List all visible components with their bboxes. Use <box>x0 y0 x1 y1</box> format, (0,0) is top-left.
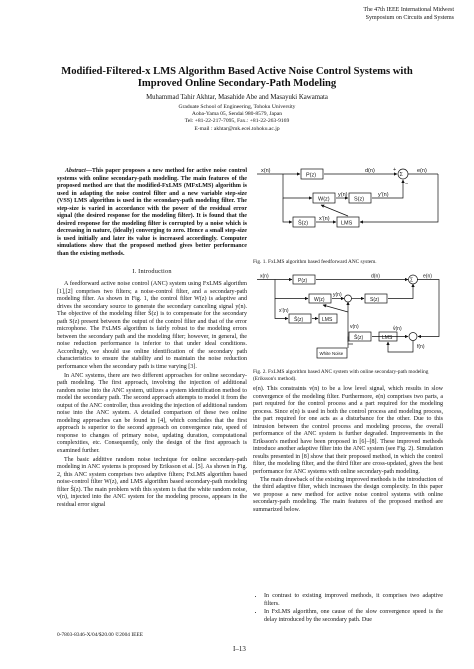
paragraph: e(n). This constraints v(n) to be a low level signal, which results in slow convergence of the modeling filter. Furthermore, e(n) comprises two parts, a part required for the control process and a part required for the modeling process. Since e(n) is used in both the control process and modeling process, the part required for one acts as a disturbance for the other. Due to this intrusion between the control process and modeling process, the overall performance of the ANC system is further degraded. Improvements in the Eriksson's method have been proposed in [6]–[8]. These improved methods introduce another adaptive filter into the ANC system (see Fig. 2). Simulation results presented in [8] show that their proposed method, in which the control filter, the modeling filter, and the third filter are cross-updated, gives the best performance for ANC systems with online secondary-path modeling. <box>253 386 443 476</box>
figure-1-caption: Fig. 1. FxLMS algorithm based feedforward ANC system. <box>253 259 377 265</box>
label-shat: Ŝ(z) <box>294 317 304 323</box>
conference-header <box>284 7 454 22</box>
label-s: S(z) <box>354 196 365 203</box>
affiliation-line-1: Graduate School of Engineering, Tohoku University <box>178 104 296 110</box>
list-item: • In FxLMS algorithm, one cause of the slow convergence speed is the delay introduced by the secondary path. Due <box>264 609 443 624</box>
author-list: Muhammad Tahir Akhtar, Masahide Abe and Masayuki Kawamata <box>146 94 328 101</box>
label-e: e(n) <box>417 168 427 174</box>
label-shat: Ŝ(z) <box>298 220 309 227</box>
summing-junction-3 <box>409 333 417 341</box>
label-xp: x'(n) <box>319 216 330 222</box>
label-sum: Σ <box>410 277 414 284</box>
label-s: S(z) <box>370 297 380 303</box>
section-heading-introduction: I. Introduction <box>132 268 172 275</box>
left-column-body <box>57 281 247 510</box>
affiliation-line-2: Aoba-Yama 05, Sendai 980-8579, Japan <box>191 111 283 118</box>
label-f: f(n) <box>417 344 425 350</box>
affiliation-line-3: Tel: +81-22-217-7095, Fax.: +81-22-263-9169 <box>184 118 290 125</box>
summing-junction-2 <box>345 295 352 302</box>
label-yp: y'(n) <box>378 192 389 198</box>
label-lms: LMS <box>322 317 333 323</box>
affiliation-line-4: E-mail : akhtar@mk.ecei.tohoku.ac.jp <box>194 125 280 132</box>
label-lms-2: LMS <box>382 335 393 341</box>
paragraph: In ANC systems, there are two different approaches for online secondary-path modeling. The first approach, involving the injection of additional random noise into the ANC system, utilizes a system identification method to model the secondary path. The second approach attempts to model it from the output of the ANC controller, thus avoiding the injection of additional random noise into the ANC system. A detailed comparison of these two online modeling approaches can be found in [4], which concludes that the first approach is superior to the second approach on convergence rate, speed of response to changes of primary noise, updating duration, computational complexities, etc. Consequently, only the design of the first approach is examined further. <box>57 372 247 455</box>
label-w: W(z) <box>314 297 325 303</box>
label-e: e(n) <box>423 273 432 280</box>
right-column-body <box>253 386 443 514</box>
abstract-text: —This paper proposes a new method for active noise control systems with online secondary-path modeling. The main features of the proposed method are that the modified-FxLMS (MFxLMS) algorithm is used in adapting the noise control filter and a new variable step-size (VSS) LMS algorithm is used in the secondary-path modeling filter. The step-size is varied in accordance with the power of the residual error signal (the desired response for the modeling filter). It is found that the desired response for the modeling filter is corrupted by a noise which is decreasing in nature, (ideally) converging to zero. Hence a small step-size is used initially and later its value is increased accordingly. Computer simulations show that the proposed method gives better performance than the existing methods. <box>57 168 247 258</box>
label-d: d(n) <box>371 273 380 280</box>
paragraph: The main drawback of the existing improved methods is the introduction of the third adaptive filter, which increases the design complexity. In this paper we propose a new method for active noise control systems with online secondary-path modeling. The main features of the proposed method are summarized below. <box>253 476 443 513</box>
list-item: • In contrast to existing improved methods, it comprises two adaptive filters. <box>264 593 443 608</box>
label-v: v(n) <box>350 324 359 330</box>
paper-title <box>50 66 424 90</box>
label-shat-2: Ŝ(z) <box>354 335 364 341</box>
label-y: y(n) <box>338 192 348 198</box>
feature-list <box>253 593 443 625</box>
conference-line-1: The 47th IEEE International Midwest <box>363 7 454 13</box>
label-p: P(z) <box>306 172 317 179</box>
copyright-footer: 0-7803-8346-X/04/$20.00 ©2004 IEEE <box>57 632 143 638</box>
label-vhat: v̂(n) <box>393 326 402 332</box>
label-x: x(n) <box>260 273 269 280</box>
figure-2-block-diagram <box>253 272 443 365</box>
title-line-2: Improved Online Secondary-Path Modeling <box>137 78 337 89</box>
figure-2-caption: Fig. 2. FxLMS algorithm based ANC system with online secondary-path modeling (Eriksson's method). <box>253 369 429 382</box>
figure-1-block-diagram <box>253 165 443 249</box>
label-sum: Σ <box>399 172 403 178</box>
label-d: d(n) <box>365 168 375 174</box>
abstract-lead: Abstract <box>65 168 86 174</box>
label-minus: − <box>405 181 409 187</box>
page-number: I–13 <box>233 645 246 653</box>
paragraph: The basic additive random noise technique for online secondary-path modeling in ANC systems is proposed by Eriksson et al. [5]. As shown in Fig. 2, this ANC system comprises two adaptive filters; FxLMS algorithm based noise-control filter W(z), and LMS algorithm based secondary-path modeling filter Ŝ(z). The main problem with this system is that the white random noise, v(n), injected into the ANC system for the modeling process, appears in the residual error signal <box>57 456 247 508</box>
label-white-noise: White Noise <box>319 351 344 356</box>
label-p: P(z) <box>298 278 308 284</box>
label-w: W(z) <box>318 196 330 203</box>
paragraph: A feedforward active noise control (ANC) system using FxLMS algorithm [1],[2] comprises two filters; a noise-control filter, and a secondary-path modeling filter. As shown in Fig. 1, the control filter W(z) is adaptive and drives the secondary source to generate the secondary canceling signal y(n). The objective of the modeling filter Ŝ(z) is to compensate for the secondary path S(z) present between the output of the control filter and that of the error microphone. The FxLMS algorithm is fairly robust to the modeling errors between the secondary path and the modeling filter; however, in general, the noise reduction performance is inferior to that under ideal conditions. Accordingly, we should use online identification of the secondary path characteristics to ensure the stability and to maintain the noise reduction performance when the secondary path is time varying [3]. <box>57 281 247 371</box>
label-y: y(n) <box>333 292 342 298</box>
affiliation-block <box>100 104 374 133</box>
label-lms: LMS <box>341 220 353 227</box>
conference-line-2: Symposium on Circuits and Systems <box>365 14 454 21</box>
label-plus: + <box>393 167 397 173</box>
label-x: x(n) <box>261 168 271 174</box>
label-xp: x'(n) <box>279 308 289 314</box>
abstract <box>57 168 247 259</box>
title-line-1: Modified-Filtered-x LMS Algorithm Based Active Noise Control Systems with <box>61 66 413 77</box>
